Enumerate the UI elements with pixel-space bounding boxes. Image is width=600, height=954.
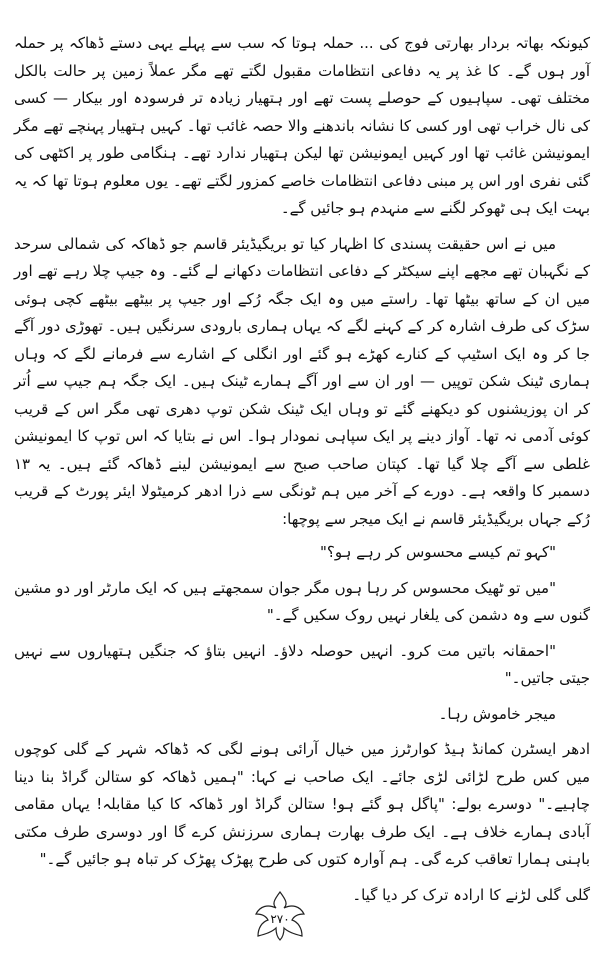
- paragraph-street-fighting-abandoned: گلی گلی لڑنے کا ارادہ ترک کر دیا گیا۔: [352, 885, 590, 904]
- page-number-ornament: [250, 888, 310, 944]
- paragraph-major-silent: میجر خاموش رہا۔: [438, 704, 556, 723]
- quote-major-reply: "میں تو ٹھیک محسوس کر رہا ہوں مگر جوان سمجھتے ہیں کہ ایک مارٹر اور دو مشین گنوں سے وہ دشمن کی یلغار نہیں روک سکیں گے۔": [14, 578, 590, 624]
- quote-brigadier-rebuke: "احمقانہ باتیں مت کرو۔ انہیں حوصلہ دلاؤ۔ انہیں بتاؤ کہ جنگیں ہتھیاروں سے نہیں جیتی جاتیں۔": [14, 641, 590, 687]
- paragraph-eastern-command: ادھر ایسٹرن کمانڈ ہیڈ کوارٹرز میں خیال آرائی ہونے لگی کہ ڈھاکہ شہر کے گلی کوچوں میں کس طرح لڑائی لڑی جائے۔ ایک صاحب نے کہا: "ہمیں ڈھاکہ کو ستالن گراڈ بنا دینا چاہیے۔" دوسرے بولے: "پاگل ہو گئے ہو! ستالن گراڈ اور ڈھاکہ کا کیا مقابلہ! یہاں مقامی آبادی ہمارے خلاف ہے۔ ایک طرف بھارت ہماری سرزنش کرے گا اور دوسری طرف مکتی باہنی ہمارا تعاقب کرے گی۔ ہم آوارہ کتوں کی طرح پھڑک پھڑک کر تباہ ہو جائیں گے۔": [14, 740, 590, 868]
- body-text: [14, 30, 590, 909]
- paragraph-defense-arrangements: کیونکہ بھاتہ بردار بھارتی فوج کی ... حملہ ہوتا کہ سب سے پہلے یہی دستے ڈھاکہ پر حملہ آور ہوں گے۔ کا غذ پر یہ دفاعی انتظامات مقبول لگتے تھے مگر عملاً زمین پر حالت بالکل مختلف تھی۔ سپاہیوں کے حوصلے پست تھے اور ہتھیار زیادہ تر فرسودہ اور بیکار — کسی کی نال خراب تھی اور کسی کا نشانہ باندھنے والا حصہ غائب تھا۔ کہیں ہتھیار پہنچے تھے مگر ایمونیشن غائب تھا اور کہیں ایمونیشن تھا لیکن ہتھیار ندارد تھے۔ ہنگامی طور پر اکٹھی کی گئی نفری اور اس پر مبنی دفاعی انتظامات خاصے کمزور لگتے تھے۔ یوں معلوم ہوتا تھا کہ یہ بہت ایک ہی ٹھوکر لگنے سے منہدم ہو جائیں گے۔: [14, 34, 590, 217]
- paragraph-brigadier-tour: میں نے اس حقیقت پسندی کا اظہار کیا تو بریگیڈیئر قاسم جو ڈھاکہ کی شمالی سرحد کے نگہبان تھے مجھے اپنے سیکٹر کے دفاعی انتظامات دکھانے لے گئے۔ وہ جیپ چلا رہے تھے اور میں ان کے ساتھ بیٹھا تھا۔ راستے میں وہ ایک جگہ رُکے اور جیپ پر بیٹھے بیٹھے کچی ہوئی سڑک کی طرف اشارہ کر کے کہنے لگے کہ یہاں ہماری بارودی سرنگیں ہیں۔ تھوڑی دور آگے جا کر وہ ایک اسٹیپ کے کنارے کھڑے ہو گئے اور انگلی کے اشارے سے فرمانے لگے کہ وہاں ہماری ٹینک شکن توپیں — اور ان سے اور آگے ہمارے ٹینک ہیں۔ ایک جگہ ہم جیپ سے اُتر کر ان پوزیشنوں کو دیکھنے گئے تو وہاں ایک ٹینک شکن توپ دھری تھی مگر اس کے قریب کوئی آدمی نہ تھا۔ آواز دینے پر ایک سپاہی نمودار ہوا۔ اس نے بتایا کہ اس توپ کا ایمونیشن غلطی سے آگے چلا گیا تھا۔ کپتان صاحب صبح سے ایمونیشن لینے ڈھاکہ گئے ہیں۔ یہ ۱۳ دسمبر کا واقعہ ہے۔ دورے کے آخر میں ہم ٹونگی سے ذرا ادھر کرمیٹولا ایئر پورٹ کے قریب رُکے جہاں بریگیڈیئر قاسم نے ایک میجر سے پوچھا:: [14, 234, 590, 528]
- quote-brigadier-question: "کہو تم کیسے محسوس کر رہے ہو؟": [320, 543, 556, 561]
- page-number: ۲۷۰: [270, 912, 290, 926]
